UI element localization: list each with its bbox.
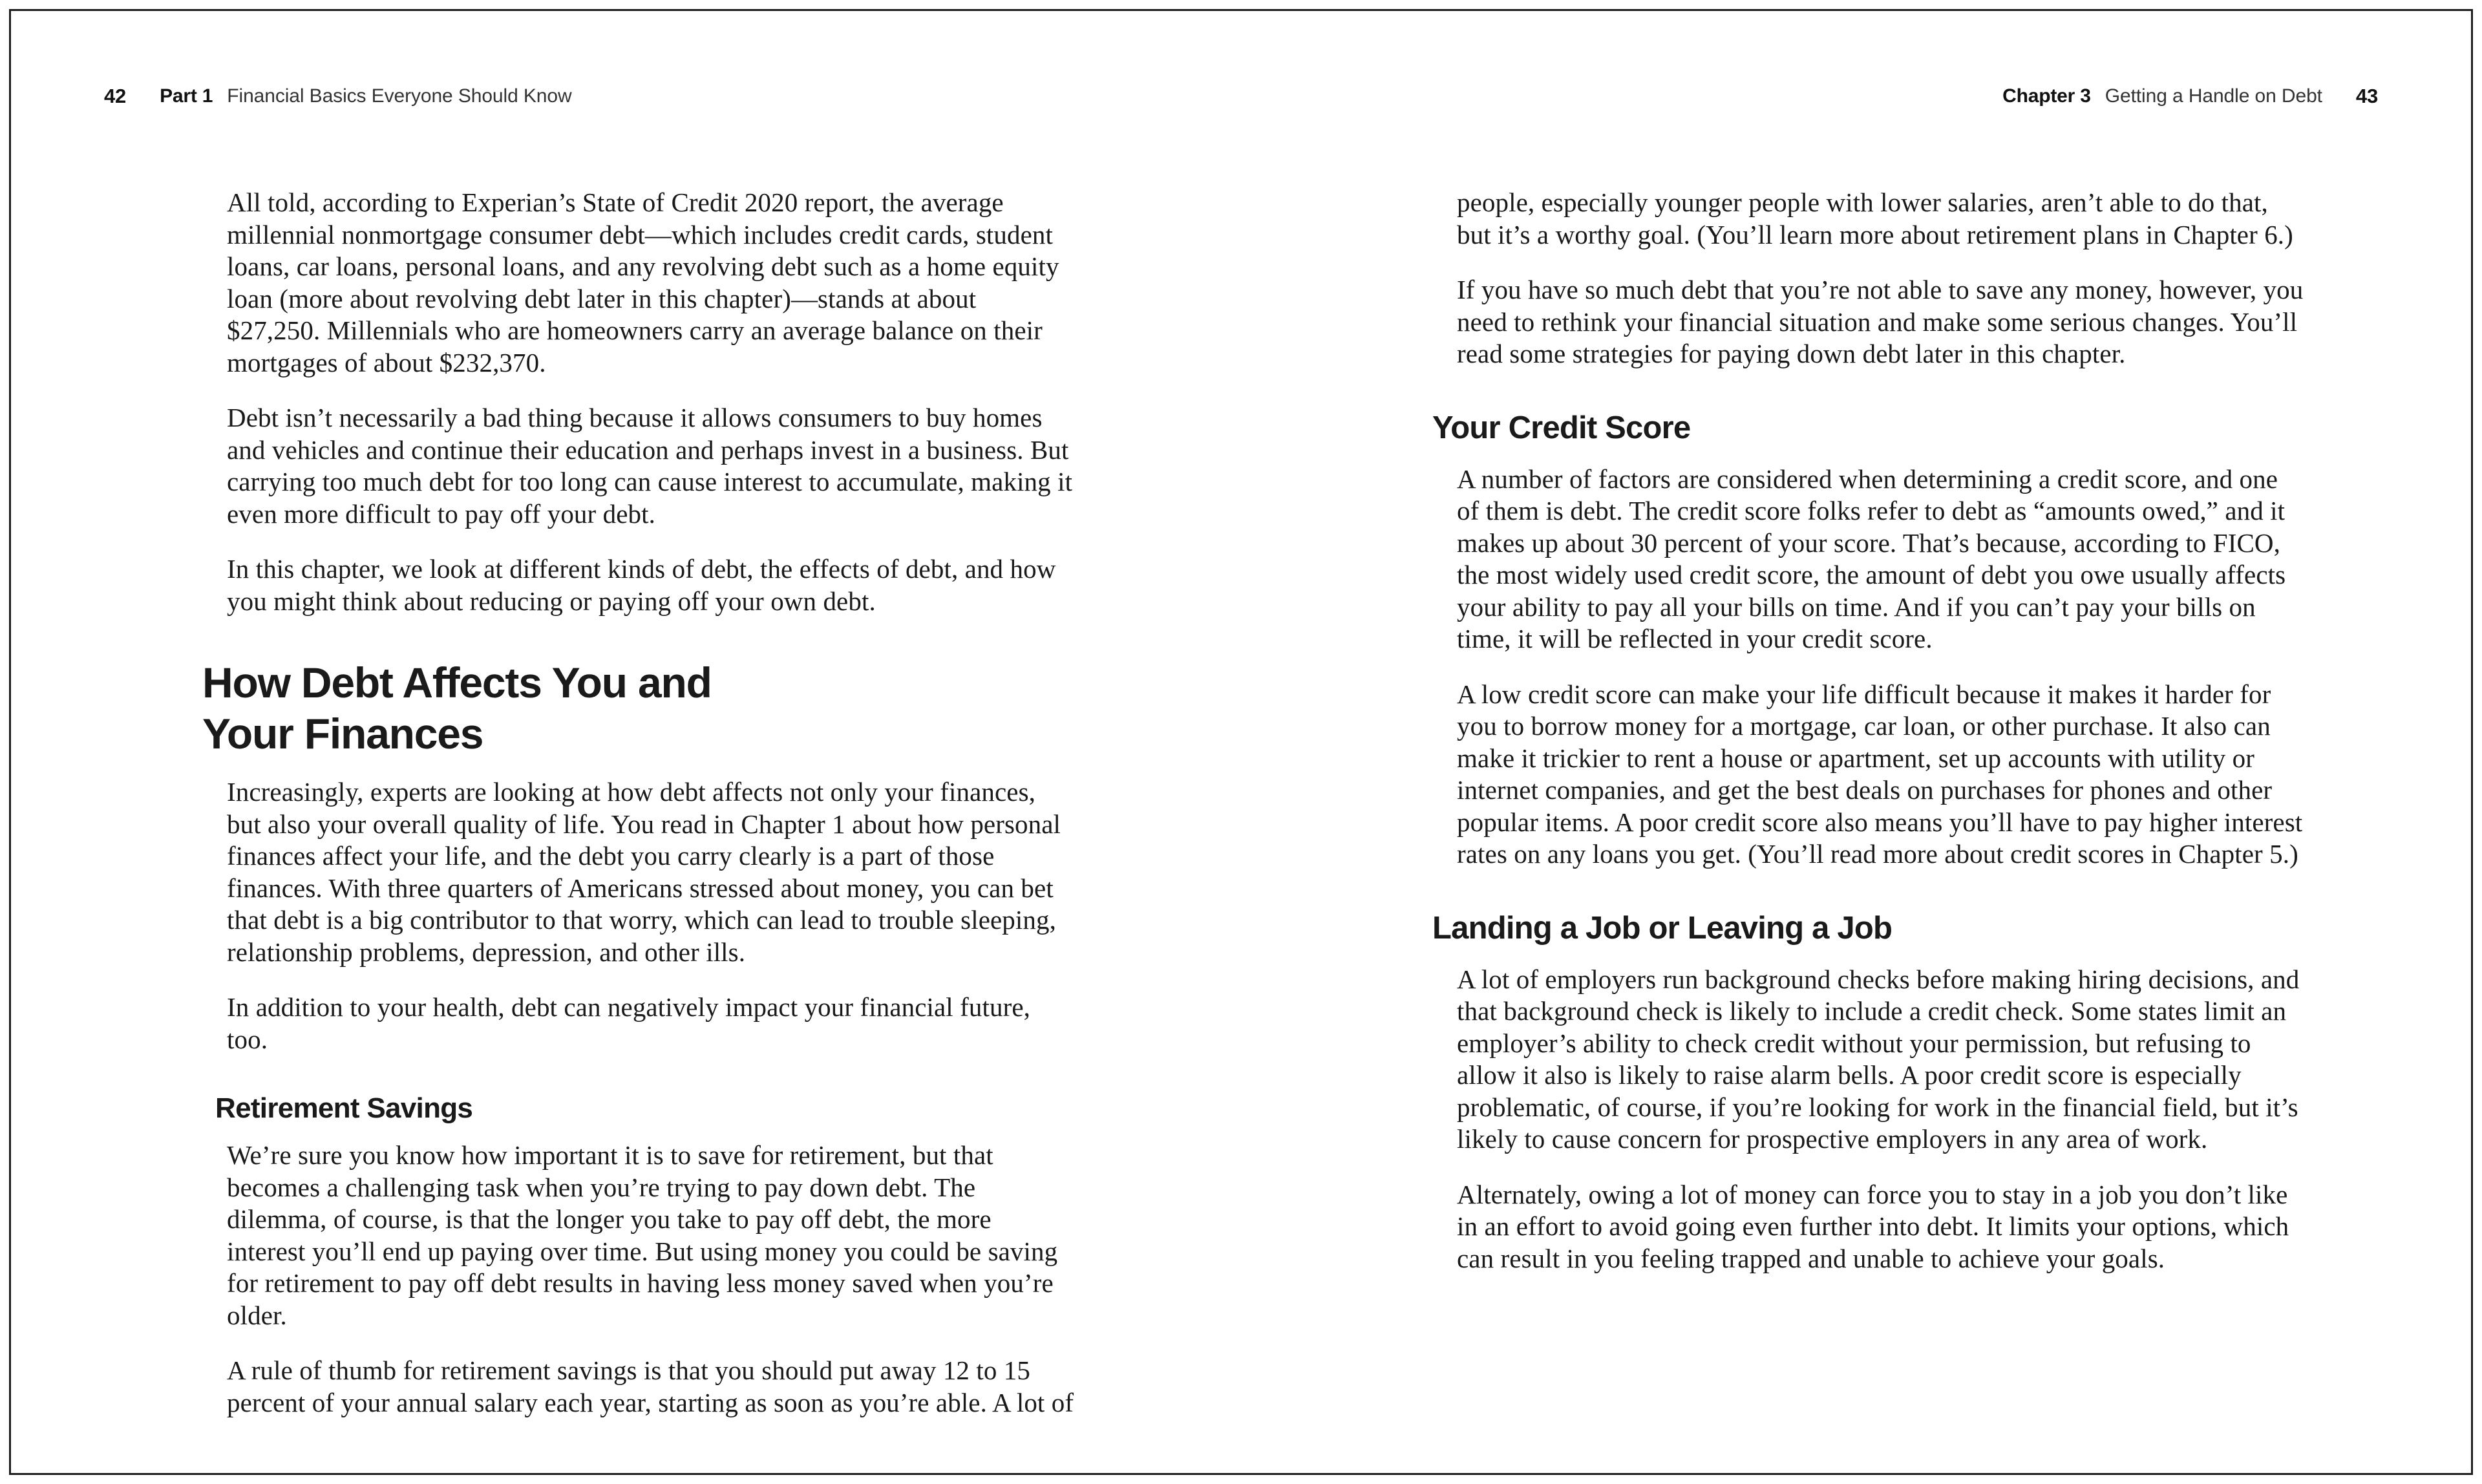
running-head-part-label: Part 1 [160,85,213,107]
book-spread [9,9,2473,1475]
right-page [1241,11,2471,1473]
paragraph: Debt isn’t necessarily a bad thing because it allows consumers to buy homes and vehicles and continue their education and perhaps invest in a business. But carrying too much debt for too long can cause interest to accumulate, making it even more difficult to pay off your debt. [227,403,1073,529]
right-text-column [1432,187,2305,1298]
paragraph: A number of factors are considered when determining a credit score, and one of them is debt. The credit score folks refer to debt as “amounts owed,” and it makes up about 30 percent of your score. That’s because, according to FICO, the most widely used credit score, the amount of debt you owe usually affects your ability to pay all your bills on time. And if you can’t pay your bills on time, it will be reflected in your credit score. [1457,463,2286,653]
chapter-heading-line-1: How Debt Affects You and [202,659,712,706]
paragraph: Alternately, owing a lot of money can force you to stay in a job you don’t like in an effort to avoid going even further into debt. It limits your options, which can result in you feeling trapped and unable to achieve your goals. [1457,1179,2289,1273]
running-head-chapter-label: Chapter 3 [2002,85,2091,107]
chapter-heading-line-2: Your Finances [202,710,483,758]
section-heading-your-credit-score: Your Credit Score [1432,410,1691,445]
subheading-retirement-savings: Retirement Savings [215,1092,473,1124]
paragraph: A lot of employers run background checks before making hiring decisions, and that background check is likely to include a credit check. Some states limit an employer’s ability to check credit without your permission, but refusing to allow it also is likely to raise alarm bells. A poor credit score is especially problematic, of course, if you’re looking for work in the financial field, but it’s likely to cause concern for prospective employers in any area of work. [1457,964,2300,1154]
paragraph: In addition to your health, debt can negatively impact your financial future, too. [227,992,1030,1054]
paragraph: A low credit score can make your life difficult because it makes it harder for you to borrow money for a mortgage, car loan, or other purchase. It also can make it trickier to rent a house or apartment, set up accounts with utility or internet companies, and get the best deals on purchases for phones and other popular items. A poor credit score also means you’ll have to pay higher interest rates on any loans you get. (You’ll read more about credit scores in Chapter 5.) [1457,679,2303,869]
running-head-right [2002,81,2378,112]
paragraph: If you have so much debt that you’re not able to save any money, however, you need to rethink your financial situation and make some serious changes. You’ll read some strategies for paying down debt later in this chapter. [1457,275,2304,368]
paragraph: people, especially younger people with lower salaries, aren’t able to do that, but it’s a worthy goal. (You’ll learn more about retirement plans in Chapter 6.) [1457,187,2293,249]
folio-left: 42 [104,85,127,107]
running-head-left [104,81,572,112]
chapter-heading [202,657,900,759]
paragraph: All told, according to Experian’s State of Credit 2020 report, the average millennial nonmortgage consumer debt—which includes credit cards, student loans, car loans, personal loans, and any revolving debt such as a home equity loan (more about revolving debt later in this chapter)—stands at about $27,250. Millennials who are homeowners carry an average balance on their mortgages of about $232,370. [227,187,1059,377]
running-head-chapter-title: Getting a Handle on Debt [2105,85,2322,107]
section-heading-landing-a-job: Landing a Job or Leaving a Job [1432,910,1893,946]
running-head-part-title: Financial Basics Everyone Should Know [227,85,572,107]
paragraph: Increasingly, experts are looking at how debt affects not only your finances, but also your overall quality of life. You read in Chapter 1 about how personal finances affect your life, and the debt you carry clearly is a part of those finances. With three quarters of Americans stressed about money, you can bet that debt is a big contributor to that worry, which can lead to trouble sleeping, relationship problems, depression, and other ills. [227,777,1061,967]
folio-right: 43 [2355,85,2378,107]
paragraph: A rule of thumb for retirement savings is that you should put away 12 to 15 percent of your annual salary each year, starting as soon as you’re able. A lot of [227,1355,1074,1417]
left-text-column [202,187,1075,1442]
paragraph: In this chapter, we look at different kinds of debt, the effects of debt, and how you might think about reducing or paying off your own debt. [227,554,1056,616]
left-page [11,11,1241,1473]
paragraph: We’re sure you know how important it is to save for retirement, but that becomes a challenging task when you’re trying to pay down debt. The dilemma, of course, is that the longer you take to pay off debt, the more interest you’ll end up paying over time. But using money you could be saving for retirement to pay off debt results in having less money saved when you’re older. [227,1140,1058,1330]
